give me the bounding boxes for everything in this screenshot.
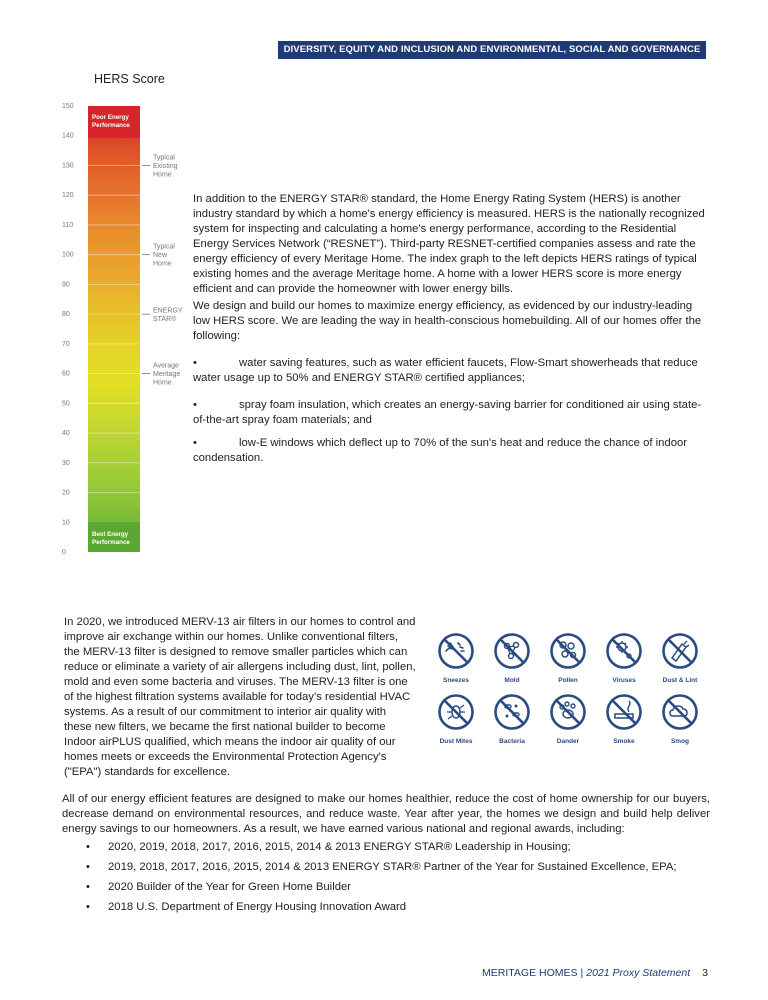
best-performance-label: Best Energy xyxy=(92,531,129,538)
hers-marker-label: Meritage xyxy=(153,371,181,379)
award-item xyxy=(62,880,710,900)
hers-scale-bar xyxy=(88,106,140,552)
allergen-label: Pollen xyxy=(558,677,578,684)
hers-tick-label: 40 xyxy=(62,430,70,438)
hers-tick-label: 20 xyxy=(62,489,70,497)
allergen-item xyxy=(652,693,708,745)
hers-tick-label: 60 xyxy=(62,370,70,378)
award-item xyxy=(62,840,710,860)
mold-icon xyxy=(493,632,531,670)
award-text: 2020 Builder of the Year for Green Home Builder xyxy=(108,881,352,893)
hers-marker-label: ENERGY xyxy=(153,307,183,315)
hers-marker-label: New xyxy=(153,252,168,260)
hers-marker-label: Existing xyxy=(153,162,178,170)
hers-intro-paragraph: In addition to the ENERGY STAR® standard, the Home Energy Rating System (HERS) is another industry standard by which a home's energy efficiency is measured. HERS is the nationally recognized system for inspecting and calculating a home's energy performance, according to the Residential Energy Services Network (“RESNET”). Third-party RESNET-certified companies assess and rate the energy efficiency of every Meritage Home. The index graph to the left depicts HERS ratings of typical existing homes and the average Meritage home. A home with a lower HERS score is more energy efficient and can provide the homeowner with lower energy bills. xyxy=(193,193,705,295)
bullet-text-cont: water usage up to 50% and ENERGY STAR® certified appliances; xyxy=(193,372,525,384)
hers-tick-label: 150 xyxy=(62,103,74,110)
hers-marker-label: Typical xyxy=(153,154,175,162)
hers-chart-title: HERS Score xyxy=(94,72,165,86)
hers-marker-label: STAR® xyxy=(153,315,177,323)
allergen-item xyxy=(596,693,652,745)
hers-tick-label: 140 xyxy=(62,132,74,140)
hers-tick-label: 120 xyxy=(62,192,74,200)
hers-marker-label: Home xyxy=(153,379,172,387)
hers-tick-label: 30 xyxy=(62,459,70,467)
bullet-text-cont: of-the-art spray foam materials; and xyxy=(193,414,372,426)
hers-tick-label: 50 xyxy=(62,400,70,408)
bullet-text-cont: condensation. xyxy=(193,452,264,464)
award-text: 2020, 2019, 2018, 2017, 2016, 2015, 2014 & 2013 ENERGY STAR® Leadership in Housing; xyxy=(108,841,571,853)
sneeze-icon xyxy=(437,632,475,670)
allergen-label: Smoke xyxy=(613,738,635,745)
hers-tick-label: 100 xyxy=(62,251,74,259)
hers-marker-label: Home xyxy=(153,171,172,179)
award-item xyxy=(62,860,710,880)
awards-list xyxy=(62,840,710,920)
poor-performance-label: Poor Energy xyxy=(92,114,129,121)
award-item xyxy=(62,900,710,920)
allergen-item xyxy=(652,632,708,684)
footer-separator: | xyxy=(580,967,584,979)
bacteria-icon xyxy=(493,693,531,731)
bullet-text: low-E windows which deflect up to 70% of the sun's heat and reduce the chance of indoor xyxy=(239,437,688,449)
best-performance-label-2: Performance xyxy=(92,539,130,546)
allergen-item xyxy=(428,632,484,684)
award-text: 2019, 2018, 2017, 2016, 2015, 2014 & 2013 ENERGY STAR® Partner of the Year for Sustained Excellence, EPA; xyxy=(108,861,677,873)
hers-tick-label: 110 xyxy=(62,221,74,229)
allergen-label: Smog xyxy=(670,738,690,745)
dust-lint-icon xyxy=(661,632,699,670)
allergen-label: Dust & Lint xyxy=(662,677,698,684)
virus-icon xyxy=(605,632,643,670)
award-text: 2018 U.S. Department of Energy Housing Innovation Award xyxy=(108,901,407,913)
allergen-item xyxy=(484,632,540,684)
bullet-glyph: • xyxy=(193,357,197,369)
allergen-label: Bacteria xyxy=(499,738,525,745)
bullet-glyph: • xyxy=(86,881,90,893)
allergen-item xyxy=(484,693,540,745)
bullet-glyph: • xyxy=(193,399,197,411)
feature-bullet-3 xyxy=(193,436,709,466)
allergen-icon-grid xyxy=(428,632,712,752)
page-footer xyxy=(482,967,708,979)
smog-icon xyxy=(661,693,699,731)
features-intro-paragraph: We design and build our homes to maximize energy efficiency, as evidenced by our industry-leading low HERS score. We are leading the way in health-conscious homebuilding. All of our homes offer the following: xyxy=(193,300,702,342)
hers-tick-label: 70 xyxy=(62,340,70,348)
dust-mite-icon xyxy=(437,693,475,731)
allergen-label: Dander xyxy=(556,738,580,745)
bullet-glyph: • xyxy=(193,437,197,449)
closing-paragraph: All of our energy efficient features are designed to make our homes healthier, reduce the cost of home ownership for our buyers, decrease demand on environmental resources, and reduce waste. Year after year, the homes we design and build help deliver energy savings to our homeowners. As a result, we have earned various national and regional awards, including: xyxy=(62,793,710,835)
hers-marker-label: Home xyxy=(153,260,172,268)
dander-icon xyxy=(549,693,587,731)
feature-bullet-2 xyxy=(193,398,709,428)
footer-document: 2021 Proxy Statement xyxy=(586,967,691,979)
footer-company: MERITAGE HOMES xyxy=(482,967,578,979)
hers-marker-label: Typical xyxy=(153,243,175,251)
allergen-label: Viruses xyxy=(612,677,636,684)
allergen-item xyxy=(540,632,596,684)
bullet-glyph: • xyxy=(86,841,90,853)
allergen-item xyxy=(540,693,596,745)
feature-bullet-1 xyxy=(193,356,709,386)
page-number: 3 xyxy=(702,967,708,979)
hers-tick-label: 10 xyxy=(62,519,70,527)
bullet-text: spray foam insulation, which creates an energy-saving barrier for conditioned air using state- xyxy=(239,399,702,411)
allergen-item xyxy=(428,693,484,745)
allergen-label: Dust Mites xyxy=(439,738,473,745)
pollen-icon xyxy=(549,632,587,670)
poor-performance-label-2: Performance xyxy=(92,122,130,129)
allergen-label: Mold xyxy=(504,677,520,684)
section-banner: DIVERSITY, EQUITY AND INCLUSION AND ENVIRONMENTAL, SOCIAL AND GOVERNANCE PRACTICES xyxy=(278,41,706,59)
hers-marker-label: Average xyxy=(153,362,179,370)
smoke-icon xyxy=(605,693,643,731)
hers-tick-label: 90 xyxy=(62,281,70,289)
hers-score-chart xyxy=(58,96,198,566)
merv-paragraph: In 2020, we introduced MERV-13 air filters in our homes to control and improve air exchange within our homes. Unlike conventional filters, the MERV-13 filter is designed to remove smaller particles which can reduce or eliminate a variety of air allergens including dust, lint, pollen, mold and even some bacteria and viruses. The MERV-13 filter is one of the highest filtration systems available for today’s residential HVAC systems. As a result of our commitment to interior air quality with these new filters, we became the first national builder to become Indoor airPLUS qualified, which means the indoor air quality of our homes meets or exceeds the Environmental Protection Agency's ("EPA") standards for excellence. xyxy=(64,616,416,778)
allergen-label: Sneezes xyxy=(442,677,470,684)
hers-tick-label: 0 xyxy=(62,549,66,556)
bullet-glyph: • xyxy=(86,861,90,873)
hers-tick-label: 80 xyxy=(62,311,70,319)
bullet-glyph: • xyxy=(86,901,90,913)
bullet-text: water saving features, such as water efficient faucets, Flow-Smart showerheads that reduce xyxy=(239,357,698,369)
allergen-item xyxy=(596,632,652,684)
hers-tick-label: 130 xyxy=(62,162,74,170)
